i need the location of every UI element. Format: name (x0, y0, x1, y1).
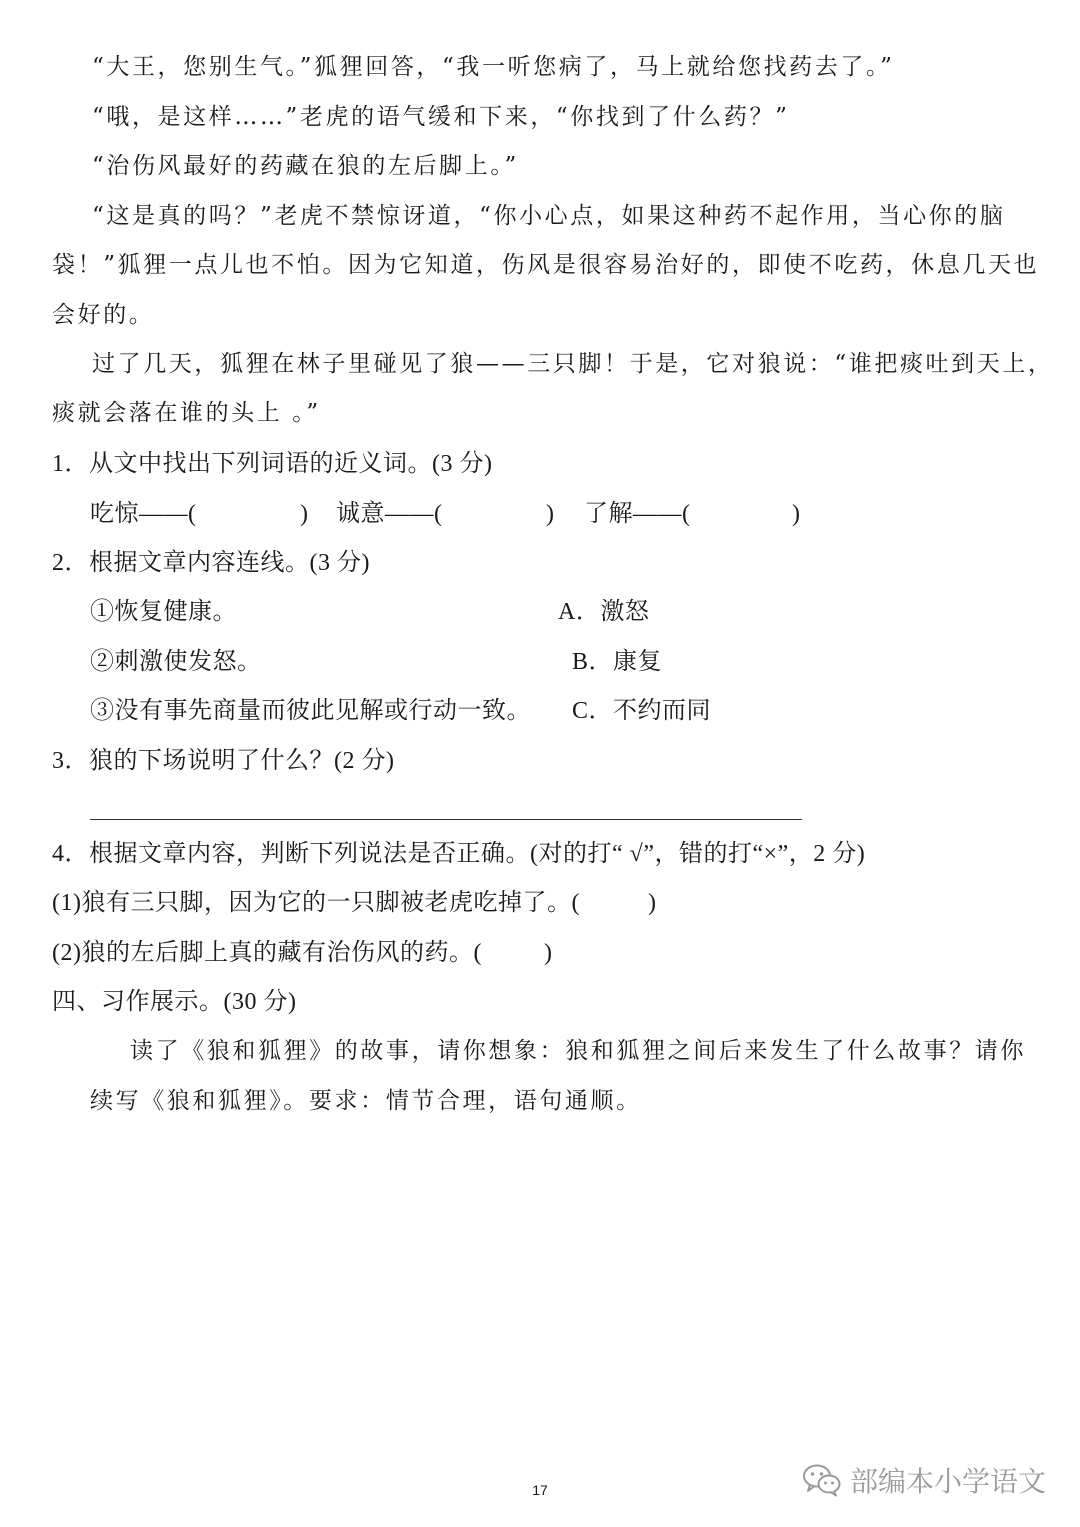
synonym-item-1: 吃惊——( (90, 501, 197, 527)
judgement-item-1: (1)狼有三只脚，因为它的一只脚被老虎吃掉了。( (52, 890, 580, 916)
writing-prompt-line: 读了《狼和狐狸》的故事，请你想象：狼和狐狸之间后来发生了什么故事？请你 (130, 1038, 1026, 1064)
watermark (802, 1460, 1046, 1500)
question-2-title: 2．根据文章内容连线。(3 分) (52, 550, 370, 576)
word-option: C．不约而同 (572, 698, 712, 724)
synonym-item-2: 诚意——( (336, 501, 443, 527)
blank-close: ) (546, 501, 555, 527)
story-line: “大王，您别生气。”狐狸回答，“我一听您病了，马上就给您找药去了。” (92, 54, 895, 80)
definition-item: ①恢复健康。 (90, 599, 237, 625)
question-4-title: 4．根据文章内容，判断下列说法是否正确。(对的打“ √”，错的打“×”，2 分) (52, 841, 866, 867)
blank-close: ) (648, 890, 657, 916)
story-line: 袋！”狐狸一点儿也不怕。因为它知道，伤风是很容易治好的，即使不吃药，休息几天也 (52, 252, 1040, 278)
question-1-title: 1．从文中找出下列词语的近义词。(3 分) (52, 451, 493, 477)
word-option: B．康复 (572, 649, 663, 675)
definition-item: ③没有事先商量而彼此见解或行动一致。 (90, 698, 531, 724)
story-line: “治伤风最好的药藏在狼的左后脚上。” (92, 153, 519, 179)
blank-close: ) (792, 501, 801, 527)
writing-prompt-line: 续写《狼和狐狸》。要求：情节合理，语句通顺。 (90, 1088, 642, 1114)
blank-close: ) (544, 940, 553, 966)
judgement-item-2: (2)狼的左后脚上真的藏有治伤风的药。( (52, 940, 482, 966)
blank-close: ) (300, 501, 309, 527)
section-4-title: 四、习作展示。(30 分) (52, 989, 297, 1015)
synonym-item-3: 了解——( (584, 501, 691, 527)
definition-item: ②刺激使发怒。 (90, 649, 262, 675)
story-line: “哦，是这样……”老虎的语气缓和下来，“你找到了什么药？” (92, 104, 790, 130)
wechat-icon (802, 1463, 842, 1497)
question-3-title: 3．狼的下场说明了什么？(2 分) (52, 748, 395, 774)
answer-line (90, 819, 802, 820)
story-line: “这是真的吗？”老虎不禁惊讶道，“你小心点，如果这种药不起作用，当心你的脑 (92, 203, 1006, 229)
word-option: A．激怒 (558, 599, 650, 625)
story-line: 过了几天，狐狸在林子里碰见了狼——三只脚！于是，它对狼说：“谁把痰吐到天上， (92, 351, 1054, 377)
story-line: 会好的。 (52, 302, 155, 328)
page-number: 17 (532, 1482, 548, 1498)
story-line: 痰就会落在谁的头上 。” (52, 400, 321, 426)
watermark-text: 部编本小学语文 (849, 1465, 1046, 1498)
